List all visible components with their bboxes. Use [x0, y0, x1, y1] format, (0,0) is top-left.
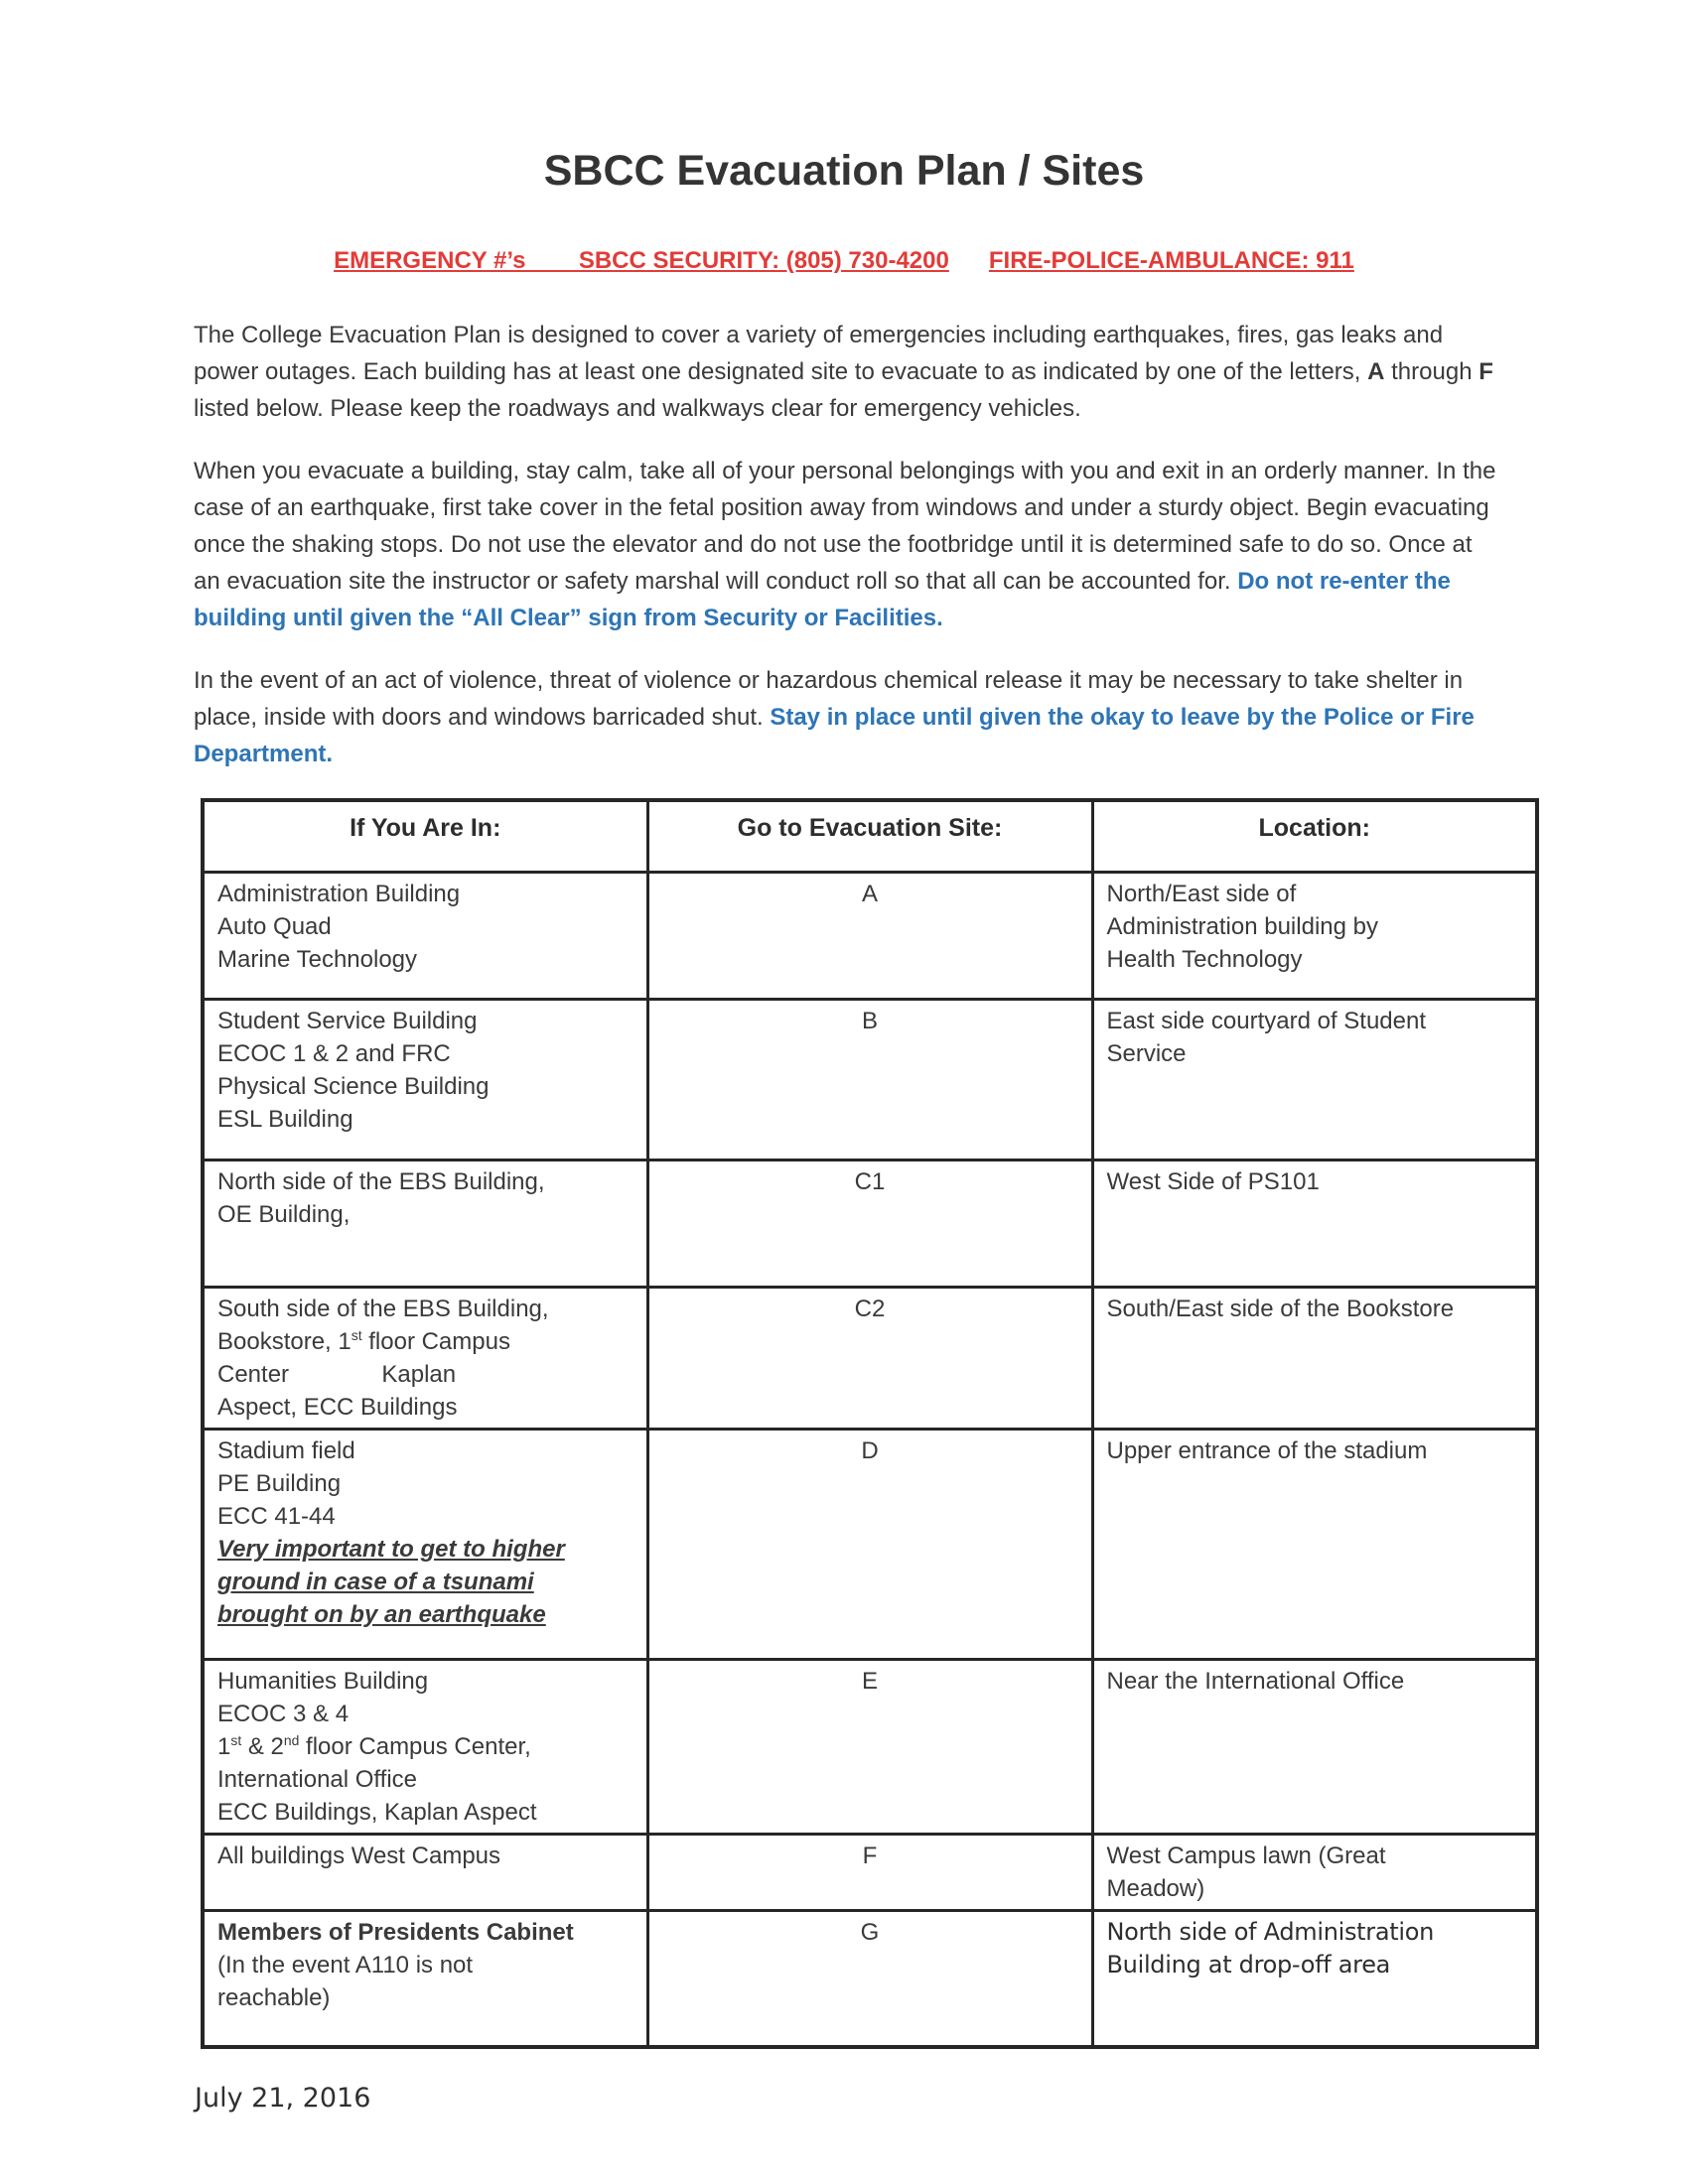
paragraph [194, 662, 1504, 772]
cell-line [217, 1103, 633, 1136]
table-row [203, 1659, 1537, 1834]
text-segment: Near the International Office [1106, 1667, 1405, 1695]
page-title: SBCC Evacuation Plan / Sites [543, 147, 1145, 195]
cell-line [1107, 1293, 1523, 1325]
text-segment: Very important to get to higher [217, 1535, 565, 1563]
buildings-cell [203, 1910, 647, 2047]
cell-line [217, 1165, 633, 1198]
cell-line [217, 878, 633, 910]
text-segment: Building at drop-off area [1106, 1950, 1391, 1979]
text-segment: Auto Quad [217, 912, 332, 940]
cell-line [1107, 1916, 1523, 1949]
text-segment: ECC Buildings, Kaplan Aspect [217, 1798, 537, 1826]
evacuation-site-letter: F [647, 1834, 1092, 1910]
cell-line [1107, 1037, 1523, 1070]
cell-line [217, 1949, 633, 1981]
cell-line [217, 1500, 633, 1533]
text-segment: Meadow) [1106, 1874, 1205, 1902]
col-header-location: Location: [1092, 800, 1537, 872]
table-row [203, 1287, 1537, 1429]
cell-line [217, 910, 633, 943]
text-segment: When you evacuate a building, stay calm, take all of your personal belongings with you and exit in an orderly manner. In the case of an earthquake, first take cover in the fetal position away from windows and under a sturdy object. Begin evacuating once the shaking stops. Do not use the elevator and do not use the footbridge until it is determined safe to do so. Once at an evacuation site the instructor or safety marshal will conduct roll so that all can be accounted for. [194, 458, 1496, 595]
cell-line [1107, 1665, 1523, 1698]
cell-line [217, 1840, 633, 1872]
text-segment: North side of the EBS Building, [217, 1167, 545, 1195]
cell-line [217, 1358, 633, 1391]
intro-paragraphs [194, 317, 1504, 772]
footer-date: July 21, 2016 [195, 2083, 371, 2114]
text-segment: Upper entrance of the stadium [1106, 1436, 1428, 1464]
evacuation-sites-table [201, 798, 1539, 2049]
text-segment: PE Building [217, 1469, 342, 1497]
text-segment: brought on by an earthquake [217, 1600, 546, 1628]
evacuation-site-letter: B [647, 999, 1092, 1160]
text-segment: The College Evacuation Plan is designed to cover a variety of emergencies including earthquakes, fires, gas leaks and power outages. Each building has at least one designated site to evacuate to as indicated by one of the letters, [194, 322, 1444, 385]
evacuation-table-header [203, 800, 1537, 872]
buildings-cell [203, 872, 647, 999]
text-segment: FIRE-POLICE-AMBULANCE: 911 [988, 247, 1354, 274]
text-segment: Do not re-enter the building until given the “All Clear” sign from Security or Facilities. [194, 568, 1451, 631]
cell-line [1107, 1165, 1523, 1198]
evacuation-site-letter: D [647, 1429, 1092, 1659]
location-cell [1092, 1429, 1537, 1659]
paragraph [194, 317, 1504, 427]
text-segment: Health Technology [1106, 945, 1303, 973]
text-segment: Stay in place until given the okay to leave by the Police or Fire Department. [194, 704, 1475, 767]
cell-line [217, 1566, 633, 1598]
text-segment: floor Campus [361, 1327, 510, 1355]
col-header-evacuation-site: Go to Evacuation Site: [647, 800, 1092, 872]
text-segment: st [230, 1731, 242, 1748]
cell-line [1107, 878, 1523, 910]
text-segment: South/East side of the Bookstore [1106, 1295, 1455, 1322]
text-segment: International Office [217, 1765, 418, 1793]
text-segment: Administration building by [1106, 912, 1378, 940]
buildings-cell [203, 1429, 647, 1659]
cell-line [217, 1391, 633, 1424]
text-segment: East side courtyard of Student [1106, 1007, 1427, 1034]
text-segment: In the event of an act of violence, threat of violence or hazardous chemical release it may be necessary to take shelter in place, inside with doors and windows barricaded shut. [194, 667, 1464, 731]
location-cell [1092, 1160, 1537, 1287]
text-segment: & 2 [241, 1732, 284, 1760]
cell-line [1107, 1872, 1523, 1905]
evacuation-site-letter: C1 [647, 1160, 1092, 1287]
text-segment: A [1367, 358, 1385, 385]
text-segment: Aspect, ECC Buildings [217, 1393, 458, 1421]
text-segment: listed below. Please keep the roadways and walkways clear for emergency vehicles. [194, 395, 1081, 422]
cell-line [1107, 1434, 1523, 1467]
buildings-cell [203, 1287, 647, 1429]
buildings-cell [203, 1834, 647, 1910]
cell-line [217, 1981, 633, 2014]
cell-line [217, 1198, 633, 1231]
emergency-numbers-line [0, 247, 1688, 275]
text-segment: EMERGENCY #’s SBCC SECURITY: (805) 730-4200 [334, 247, 949, 274]
text-segment: Center Kaplan [217, 1360, 457, 1388]
cell-line [217, 1467, 633, 1500]
evacuation-table-body [203, 872, 1537, 2047]
cell-line [1107, 1949, 1523, 1981]
text-segment: Stadium field [217, 1436, 355, 1464]
evacuation-site-letter: C2 [647, 1287, 1092, 1429]
location-cell [1092, 872, 1537, 999]
cell-line [1107, 943, 1523, 976]
location-cell [1092, 1659, 1537, 1834]
buildings-cell [203, 999, 647, 1160]
text-segment: All buildings West Campus [217, 1842, 501, 1869]
cell-line [217, 1796, 633, 1829]
text-segment: North/East side of [1106, 880, 1297, 907]
text-segment: reachable) [217, 1983, 331, 2011]
cell-line [217, 1005, 633, 1037]
table-row [203, 1429, 1537, 1659]
location-cell [1092, 1287, 1537, 1429]
text-segment: 1 [217, 1732, 231, 1760]
cell-line [217, 1037, 633, 1070]
text-segment: Bookstore, 1 [217, 1327, 352, 1355]
text-segment: nd [283, 1731, 300, 1748]
text-segment: Student Service Building [217, 1007, 478, 1034]
paragraph [194, 453, 1504, 636]
evacuation-site-letter: A [647, 872, 1092, 999]
evacuation-site-letter: G [647, 1910, 1092, 2047]
cell-line [217, 1665, 633, 1698]
cell-line [1107, 910, 1523, 943]
cell-line [217, 1916, 633, 1949]
location-cell [1092, 1834, 1537, 1910]
text-segment: (In the event A110 is not [217, 1951, 474, 1979]
text-segment: Administration Building [217, 880, 461, 907]
cell-line [217, 1763, 633, 1796]
text-segment: West Side of PS101 [1106, 1167, 1320, 1195]
buildings-cell [203, 1659, 647, 1834]
text-segment: Physical Science Building [217, 1072, 490, 1100]
text-segment: F [1478, 358, 1493, 385]
text-segment [949, 247, 989, 274]
cell-line [217, 1293, 633, 1325]
text-segment: Service [1106, 1039, 1187, 1067]
text-segment: OE Building, [217, 1200, 351, 1228]
cell-line [217, 1533, 633, 1566]
text-segment: Members of Presidents Cabinet [217, 1918, 574, 1946]
cell-line [217, 1730, 633, 1763]
location-cell [1092, 1910, 1537, 2047]
table-row [203, 1160, 1537, 1287]
text-segment: ECOC 1 & 2 and FRC [217, 1039, 451, 1067]
cell-line [217, 1325, 633, 1358]
text-segment: through [1384, 358, 1479, 385]
buildings-cell [203, 1160, 647, 1287]
text-segment: Marine Technology [217, 945, 418, 973]
cell-line [217, 943, 633, 976]
text-segment: ECC 41-44 [217, 1502, 336, 1530]
text-segment: Humanities Building [217, 1667, 429, 1695]
table-header-row [203, 800, 1537, 872]
table-row [203, 1834, 1537, 1910]
table-row [203, 872, 1537, 999]
text-segment: South side of the EBS Building, [217, 1295, 549, 1322]
cell-line [1107, 1005, 1523, 1037]
text-segment: ESL Building [217, 1105, 353, 1133]
location-cell [1092, 999, 1537, 1160]
text-segment: st [351, 1326, 362, 1343]
cell-line [217, 1434, 633, 1467]
table-row [203, 999, 1537, 1160]
evacuation-site-letter: E [647, 1659, 1092, 1834]
text-segment: floor Campus Center, [299, 1732, 531, 1760]
table-row [203, 1910, 1537, 2047]
text-segment: ECOC 3 & 4 [217, 1700, 350, 1727]
text-segment: West Campus lawn (Great [1106, 1842, 1386, 1869]
text-segment: ground in case of a tsunami [217, 1568, 534, 1595]
col-header-if-you-are-in: If You Are In: [203, 800, 647, 872]
cell-line [217, 1598, 633, 1631]
cell-line [217, 1698, 633, 1730]
cell-line [1107, 1840, 1523, 1872]
text-segment: North side of Administration [1106, 1917, 1435, 1946]
cell-line [217, 1070, 633, 1103]
